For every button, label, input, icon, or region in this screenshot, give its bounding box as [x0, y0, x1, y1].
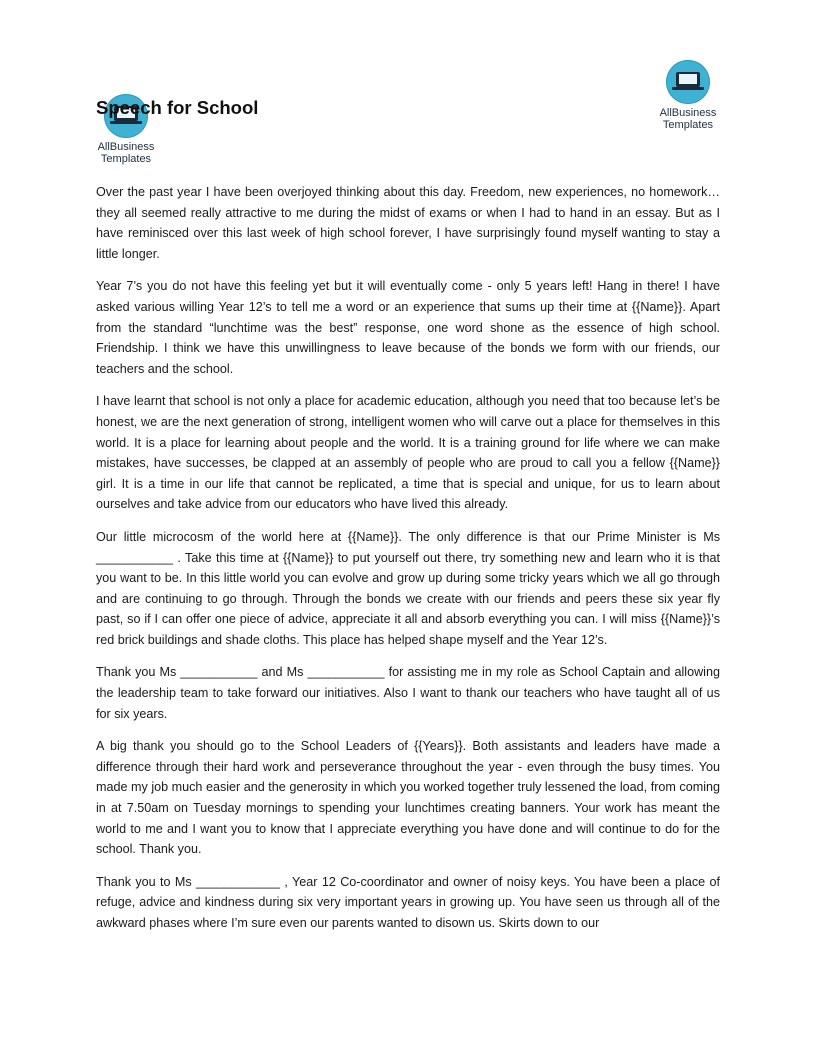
speech-body	[96, 182, 720, 946]
logo-line2: Templates	[100, 153, 152, 165]
paragraph: Our little microcosm of the world here at {{Name}}. The only difference is that our Prime Minister is Ms ___________ . Take this time at {{Name}} to put yourself out there, try something new and learn who it is that you want to be. In this little world you can evolve and grow up during some tricky years which we all go through and are continuing to go through. Through the bonds we create with our friends and peers these six year fly past, so if I can offer one piece of advice, appreciate it all and absorb everything you can. I will miss {{Name}}’s red brick buildings and shade cloths. This place has helped shape myself and the Year 12’s.	[96, 529, 720, 647]
paragraph: Thank you to Ms ____________ , Year 12 Co-coordinator and owner of noisy keys. You have been a place of refuge, advice and kindness during six very important years in growing up. You have seen us through all of the awkward phases where I’m sure even our parents wanted to disown us. Skirts down to our	[96, 874, 720, 930]
paragraph: Thank you Ms ___________ and Ms ___________ for assisting me in my role as School Captain and allowing the leadership team to take forward our initiatives. Also I want to thank our teachers who have taught all of us for six years.	[96, 665, 720, 721]
logo-line1: AllBusiness	[97, 141, 155, 153]
paragraph: I have learnt that school is not only a place for academic education, although you need that too because let’s be honest, we are the next generation of strong, intelligent women who will carve out a place for themselves in this world. It is a place for learning about people and the world. It is a training ground for life where we can make mistakes, have successes, be clapped at an assembly of people who are proud to call you a fellow {{Name}} girl. It is a time in our life that cannot be replicated, a time that is special and unique, for us to learn about ourselves and take advice from our educators who have lived this already.	[96, 394, 720, 512]
logo-text-left	[90, 141, 162, 165]
allbusiness-logo-right	[652, 60, 724, 131]
page-title: Speech for School	[96, 97, 259, 118]
paragraph: Over the past year I have been overjoyed thinking about this day. Freedom, new experiences, no homework… they all seemed really attractive to me during the midst of exams or when I had to hand in an essay. But as I have reminisced over this last week of high school forever, I have surprisingly found myself wanting to stay a little longer.	[96, 185, 720, 261]
logo-line1: AllBusiness	[659, 107, 717, 119]
paragraph: Year 7’s you do not have this feeling yet but it will eventually come - only 5 years left! Hang in there! I have asked various willing Year 12’s to tell me a word or an experience that sums up their time at {{Name}}. Apart from the standard “lunchtime was the best” response, one word shone as the essence of high school. Friendship. I think we have this unwillingness to leave because of the bonds we form with our friends, our teachers and the school.	[96, 279, 720, 376]
laptop-logo-icon	[666, 60, 710, 104]
logo-line2: Templates	[662, 119, 714, 131]
logo-text-right	[652, 107, 724, 131]
paragraph: A big thank you should go to the School Leaders of {{Years}}. Both assistants and leaders have made a difference through their hard work and perseverance throughout the year - even through the busy times. You made my job much easier and the generosity in which you worked together truly lessened the load, from coming in at 7.50am on Tuesday mornings to spending your lunchtimes creating banners. Your work has meant the world to me and I want you to know that I appreciate everything you have done and will continue to do for the school. Thank you.	[96, 739, 720, 857]
